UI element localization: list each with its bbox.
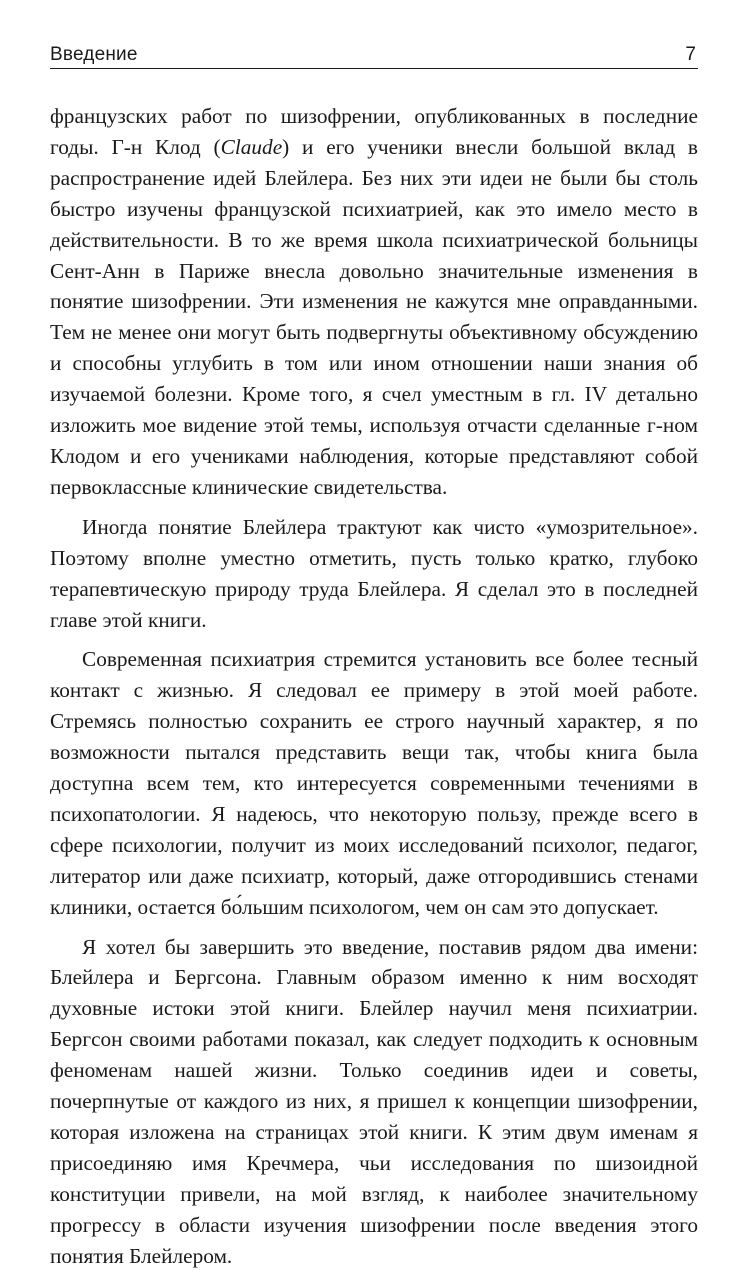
paragraph-1-italic: Claude	[220, 134, 283, 159]
body-text	[50, 101, 698, 1272]
paragraph-3: Современная психиатрия стремится установить все более тесный контакт с жизнью. Я следовал ее примеру в этой моей работе. Стремясь полностью сохранить ее строго научный характер, я по возможности пытался представить вещи так, чтобы книга была доступна всем тем, кто интересуется современными течениями в психопатологии. Я надеюсь, что некоторую пользу, прежде всего в сфере психологии, получит из моих исследований психолог, педагог, литератор или даже психиатр, который, даже отгородившись стенами клиники, остается бо́льшим психологом, чем он сам это допускает.	[50, 647, 698, 919]
paragraph-1-end: ) и его ученики внесли большой вклад в распространение идей Блейлера. Без них эти идеи не были бы столь быстро изучены французской психиатрией, как это имело место в действительности. В то же время школа психиатрической больницы Сент-Анн в Париже внесла довольно значительные изменения в понятие шизофрении. Эти изменения не кажутся мне оправданными. Тем не менее они могут быть подвергнуты объективному обсуждению и способны углубить в том или ином отношении наши знания об изучаемой болезни. Кроме того, я счел уместным в гл. IV детально изложить мое видение этой темы, используя отчасти сделанные г-ном Клодом и его учениками наблюдения, которые представляют собой первоклассные клинические свидетельства.	[50, 134, 698, 499]
paragraph-2: Иногда понятие Блейлера трактуют как чисто «умозрительное». Поэтому вполне уместно отметить, пусть только кратко, глубоко терапевтическую природу труда Блейлера. Я сделал это в последней главе этой книги.	[50, 514, 698, 632]
paragraph-1	[50, 101, 698, 503]
book-page	[50, 44, 698, 1281]
section-title: Введение	[50, 44, 138, 65]
running-header	[50, 44, 698, 69]
paragraph-1-start: французских работ по шизофрении, опубликованных в последние годы. Г-н Клод (	[50, 104, 698, 159]
page-number: 7	[685, 44, 696, 65]
paragraph-4: Я хотел бы завершить это введение, поставив рядом два имени: Блейлера и Бергсона. Главным образом именно к ним восходят духовные истоки этой книги. Блейлер научил меня психиатрии. Бергсон своими работами показал, как следует подходить к основным феноменам нашей жизни. Только соединив идеи и советы, почерпнутые от каждого из них, я пришел к концепции шизофрении, которая изложена на страницах этой книги. К этим двум именам я присоединяю имя Кречмера, чьи исследования по шизоидной конституции привели, на мой взгляд, к наиболее значительному прогрессу в области изучения шизофрении после введения этого понятия Блейлером.	[50, 934, 698, 1268]
